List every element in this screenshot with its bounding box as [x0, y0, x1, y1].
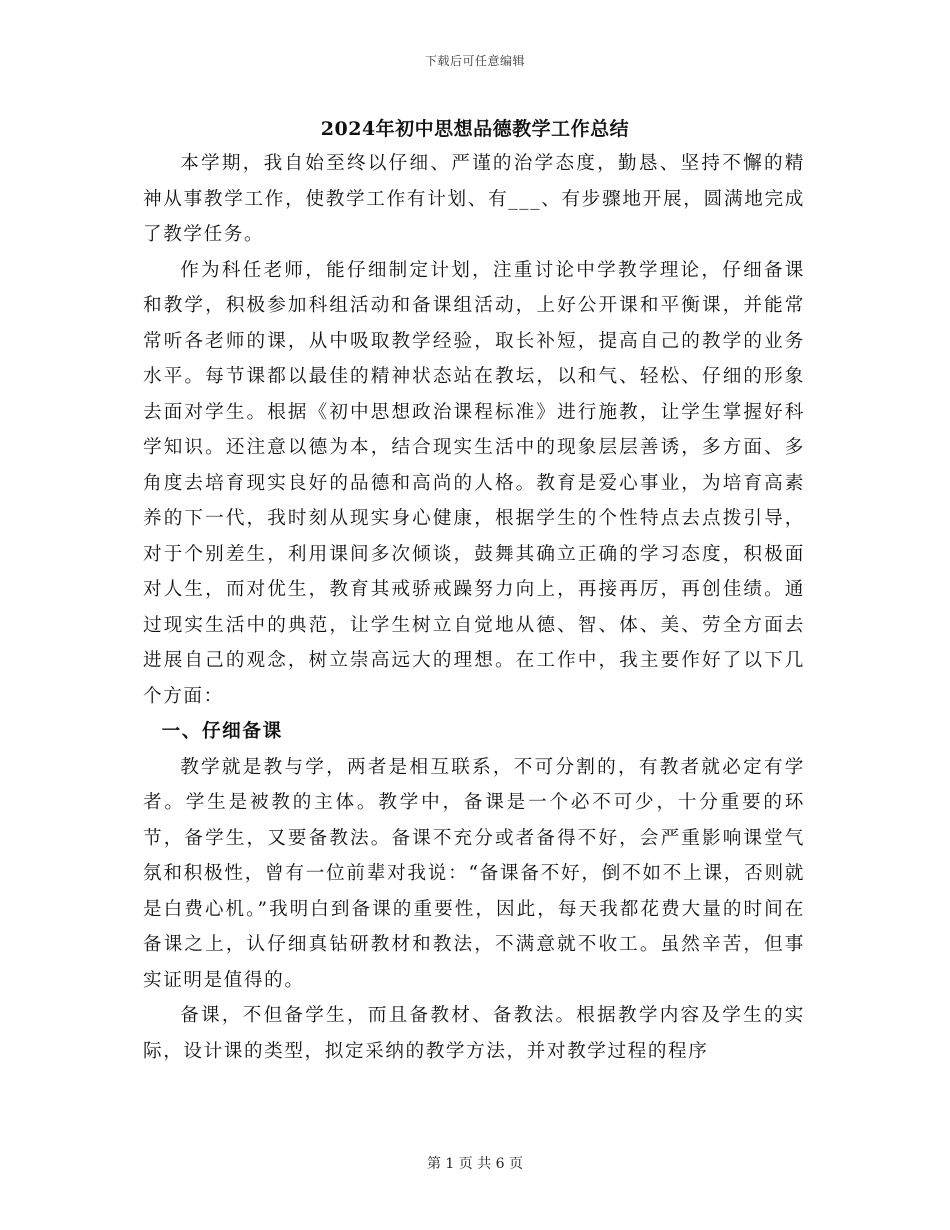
section-heading-lesson-prep: 一、仔细备课: [161, 721, 283, 742]
page-number: 第 1 页 共 6 页: [426, 1156, 524, 1172]
document-body: [143, 146, 805, 1069]
header-note: 下载后可任意编辑: [424, 54, 525, 68]
document-title: 2024年初中思想品德教学工作总结: [320, 118, 630, 140]
paragraph-lesson-prep-1: 教学就是教与学，两者是相互联系，不可分割的，有教者就必定有学者。学生是被教的主体。教学中，备课是一个必不可少，十分重要的环节，备学生，又要备教法。备课不充分或者备得不好，会严重影响课堂气氛和积极性，曾有一位前辈对我说：“备课备不好，倒不如不上课，否则就是白费心机。”我明白到备课的重要性，因此，每天我都花费大量的时间在备课之上，认仔细真钻研教材和教法，不满意就不收工。虽然辛苦，但事实证明是值得的。: [143, 756, 805, 991]
paragraph-teacher-role: 作为科任老师，能仔细制定计划，注重讨论中学教学理论，仔细备课和教学，积极参加科组活动和备课组活动，上好公开课和平衡课，并能常常听各老师的课，从中吸取教学经验，取长补短，提高自己的教学的业务水平。每节课都以最佳的精神状态站在教坛，以和气、轻松、仔细的形象去面对学生。根据《初中思想政治课程标准》进行施教，让学生掌握好科学知识。还注意以德为本，结合现实生活中的现象层层善诱，多方面、多角度去培育现实良好的品德和高尚的人格。教育是爱心事业，为培育高素养的下一代，我时刻从现实身心健康，根据学生的个性特点去点拨引导，对于个别差生，利用课间多次倾谈，鼓舞其确立正确的学习态度，积极面对人生，而对优生，教育其戒骄戒躁努力向上，再接再厉，再创佳绩。通过现实生活中的典范，让学生树立自觉地从德、智、体、美、劳全方面去进展自己的观念，树立崇高远大的理想。在工作中，我主要作好了以下几个方面：: [143, 259, 805, 707]
paragraph-intro: 本学期，我自始至终以仔细、严谨的治学态度，勤恳、坚持不懈的精神从事教学工作，使教学工作有计划、有___、有步骤地开展，圆满地完成了教学任务。: [143, 153, 805, 245]
paragraph-lesson-prep-2: 备课，不但备学生，而且备教材、备教法。根据教学内容及学生的实际，设计课的类型，拟定采纳的教学方法，并对教学过程的程序: [143, 1005, 805, 1062]
